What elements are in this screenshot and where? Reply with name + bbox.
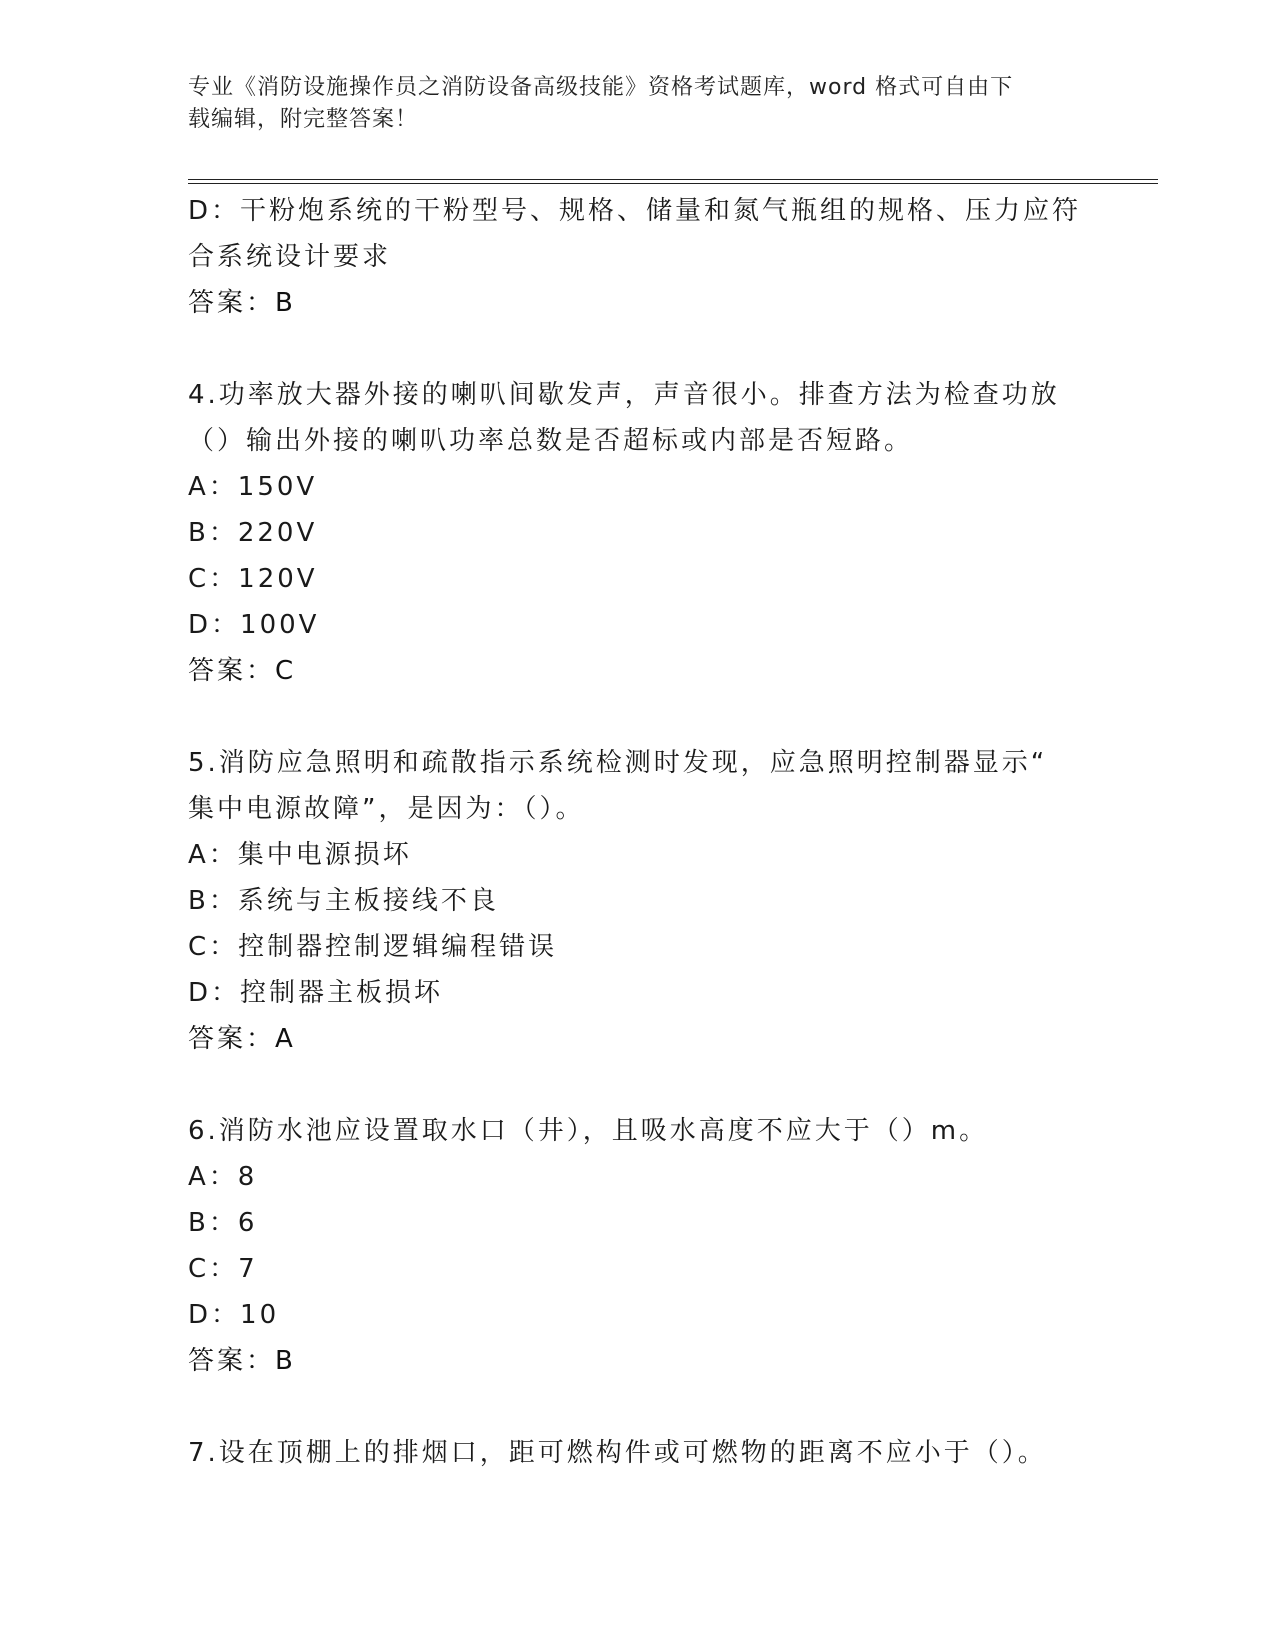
option-a: A：8 [188,1162,258,1192]
option-a: A：150V [188,472,318,502]
question-stem-line-2: （）输出外接的喇叭功率总数是否超标或内部是否短路。 [188,426,914,456]
answer-line: 答案：B [188,1346,296,1376]
question-list [188,188,1088,1476]
option-b: B：220V [188,518,318,548]
question-stem-line-2: 集中电源故障”，是因为：（）。 [188,794,585,824]
option-b: B：系统与主板接线不良 [188,886,499,916]
question-6 [188,1108,1088,1384]
header-divider-bottom [188,183,1158,184]
previous-question-tail [188,188,1088,326]
option-b: B：6 [188,1208,258,1238]
header-line-2: 载编辑，附完整答案！ [188,107,419,132]
option-a: A：集中电源损坏 [188,840,412,870]
option-d: D：100V [188,610,320,640]
option-d: D：10 [188,1300,280,1330]
header-divider-top [188,179,1158,180]
question-4 [188,372,1088,694]
spacer [188,694,1088,740]
option-d: D：控制器主板损坏 [188,978,444,1008]
question-7 [188,1430,1088,1476]
option-d-line-1: D：干粉炮系统的干粉型号、规格、储量和氮气瓶组的规格、压力应符 [188,196,1082,226]
option-c: C：120V [188,564,318,594]
option-c: C：7 [188,1254,258,1284]
header-line-1: 专业《消防设施操作员之消防设备高级技能》资格考试题库，word 格式可自由下 [188,75,1014,100]
question-stem-line-1: 7.设在顶棚上的排烟口，距可燃构件或可燃物的距离不应小于（）。 [188,1438,1047,1468]
spacer [188,1384,1088,1430]
option-c: C：控制器控制逻辑编程错误 [188,932,558,962]
question-stem-line-1: 4.功率放大器外接的喇叭间歇发声，声音很小。排查方法为检查功放 [188,380,1060,410]
option-d-line-2: 合系统设计要求 [188,242,392,272]
spacer [188,1062,1088,1108]
question-5 [188,740,1088,1062]
question-stem-line-1: 6.消防水池应设置取水口（井），且吸水高度不应大于（）m。 [188,1116,989,1146]
question-stem-line-1: 5.消防应急照明和疏散指示系统检测时发现，应急照明控制器显示“ [188,748,1048,778]
document-header [188,72,1088,136]
answer-line: 答案：B [188,288,296,318]
spacer [188,326,1088,372]
answer-line: 答案：A [188,1024,296,1054]
answer-line: 答案：C [188,656,297,686]
